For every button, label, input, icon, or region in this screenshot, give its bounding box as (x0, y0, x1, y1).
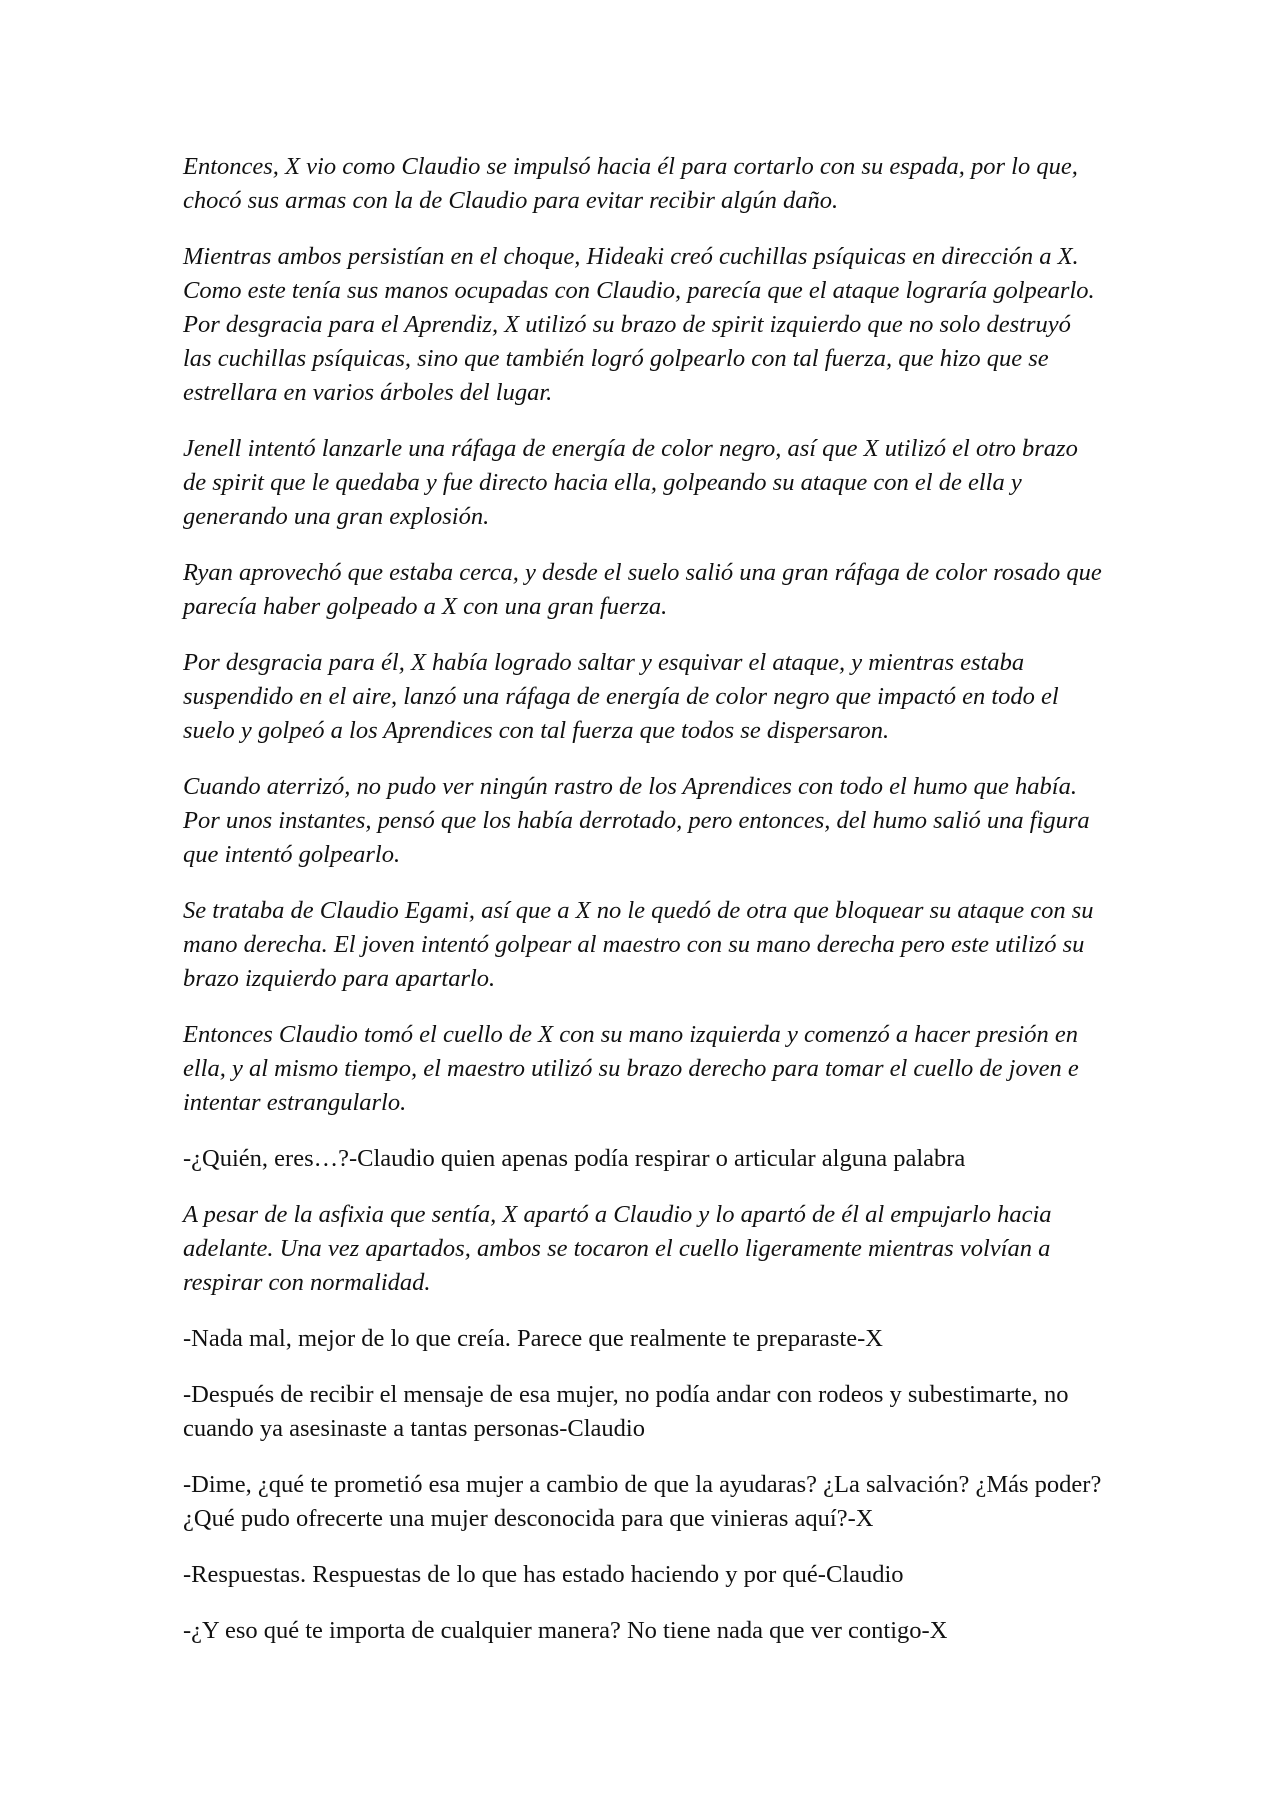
paragraph: Jenell intentó lanzarle una ráfaga de energía de color negro, así que X utilizó el otro brazo de spirit que le quedaba y fue directo hacia ella, golpeando su ataque con el de ella y generando una gran explosión. (183, 435, 1078, 530)
paragraph: Entonces, X vio como Claudio se impulsó hacia él para cortarlo con su espada, por lo que, chocó sus armas con la de Claudio para evitar recibir algún daño. (183, 153, 1078, 214)
dialogue-line: -Después de recibir el mensaje de esa mujer, no podía andar con rodeos y subestimarte, no cuando ya asesinaste a tantas personas-Claudio (183, 1381, 1069, 1442)
paragraph: Se trataba de Claudio Egami, así que a X no le quedó de otra que bloquear su ataque con su mano derecha. El joven intentó golpear al maestro con su mano derecha pero este utilizó su brazo izquierdo para apartarlo. (183, 897, 1094, 992)
paragraph: Mientras ambos persistían en el choque, Hideaki creó cuchillas psíquicas en dirección a X. Como este tenía sus manos ocupadas con Claudio, parecía que el ataque lograría golpearlo. Por desgracia para el Aprendiz, X utilizó su brazo de spirit izquierdo que no solo destruyó las cuchillas psíquicas, sino que también logró golpearlo con tal fuerza, que hizo que se estrellara en varios árboles del lugar. (183, 243, 1095, 406)
dialogue-line: -¿Y eso qué te importa de cualquier manera? No tiene nada que ver contigo-X (183, 1617, 948, 1644)
dialogue-line: -Respuestas. Respuestas de lo que has estado haciendo y por qué-Claudio (183, 1561, 904, 1588)
paragraph: A pesar de la asfixia que sentía, X apartó a Claudio y lo apartó de él al empujarlo hacia adelante. Una vez apartados, ambos se tocaron el cuello ligeramente mientras volvían a respirar con normalidad. (183, 1201, 1052, 1296)
paragraph: Cuando aterrizó, no pudo ver ningún rastro de los Aprendices con todo el humo que había. Por unos instantes, pensó que los había derrotado, pero entonces, del humo salió una figura que intentó golpearlo. (183, 773, 1090, 868)
paragraph: Por desgracia para él, X había logrado saltar y esquivar el ataque, y mientras estaba suspendido en el aire, lanzó una ráfaga de energía de color negro que impactó en todo el suelo y golpeó a los Aprendices con tal fuerza que todos se dispersaron. (183, 649, 1059, 744)
paragraph: Entonces Claudio tomó el cuello de X con su mano izquierda y comenzó a hacer presión en ella, y al mismo tiempo, el maestro utilizó su brazo derecho para tomar el cuello de joven e intentar estrangularlo. (183, 1021, 1079, 1116)
document-body (183, 150, 1103, 1670)
dialogue-line: -Dime, ¿qué te prometió esa mujer a cambio de que la ayudaras? ¿La salvación? ¿Más poder? ¿Qué pudo ofrecerte una mujer desconocida para que vinieras aquí?-X (183, 1471, 1102, 1532)
dialogue-line: -Nada mal, mejor de lo que creía. Parece que realmente te preparaste-X (183, 1325, 883, 1352)
dialogue-line: -¿Quién, eres…?-Claudio quien apenas podía respirar o articular alguna palabra (183, 1145, 966, 1172)
paragraph: Ryan aprovechó que estaba cerca, y desde el suelo salió una gran ráfaga de color rosado que parecía haber golpeado a X con una gran fuerza. (183, 559, 1102, 620)
